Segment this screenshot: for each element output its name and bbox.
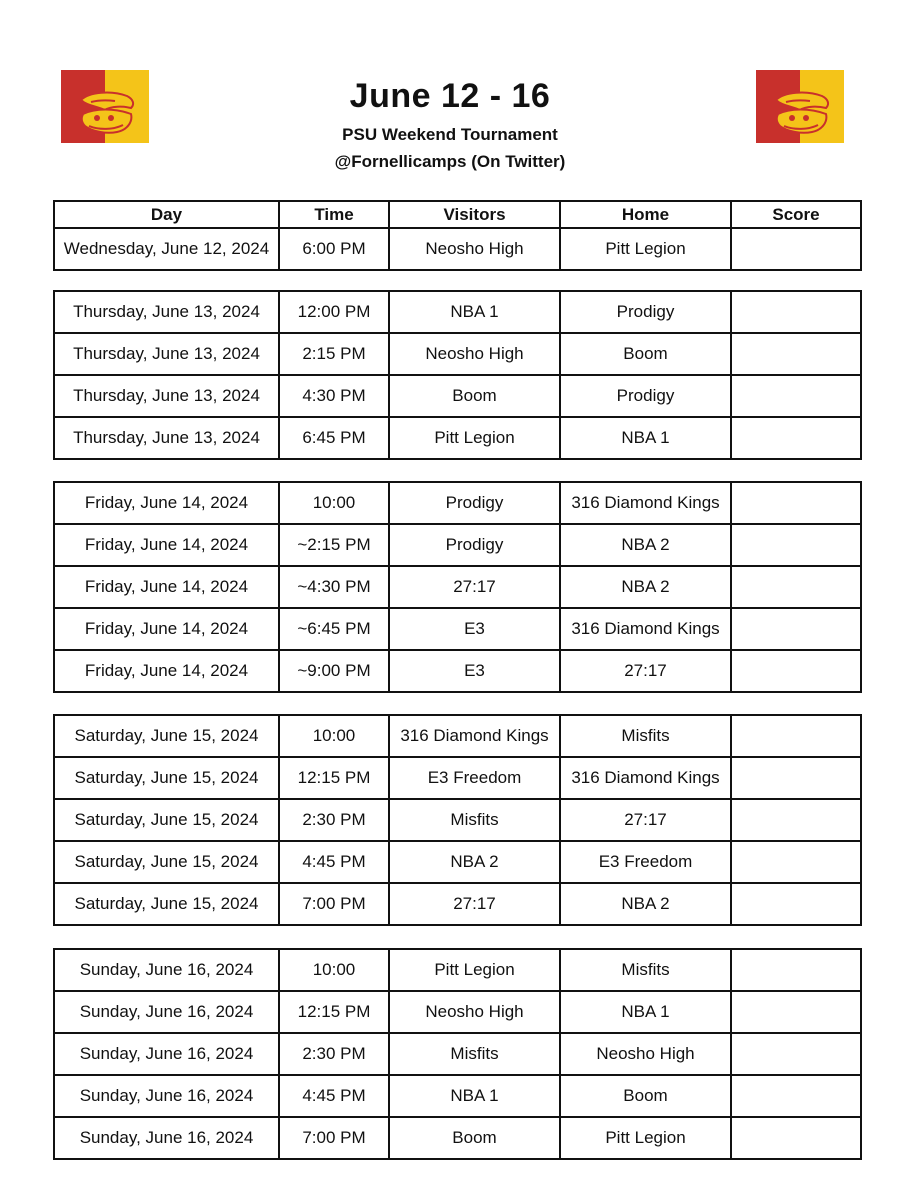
score-cell [731,375,861,417]
visitors-cell: NBA 1 [389,1075,560,1117]
day-cell: Sunday, June 16, 2024 [54,991,279,1033]
day-cell: Thursday, June 13, 2024 [54,375,279,417]
time-cell: 4:30 PM [279,375,389,417]
schedule-table-friday [53,481,862,693]
day-cell: Friday, June 14, 2024 [54,482,279,524]
score-cell [731,1117,861,1159]
time-cell: ~2:15 PM [279,524,389,566]
visitors-cell: NBA 2 [389,841,560,883]
time-cell: 12:15 PM [279,991,389,1033]
table-row [54,333,861,375]
tournament-name: PSU Weekend Tournament [342,125,558,144]
visitors-cell: E3 Freedom [389,757,560,799]
day-cell: Wednesday, June 12, 2024 [54,228,279,270]
score-cell [731,715,861,757]
table-row [54,566,861,608]
visitors-cell: Boom [389,1117,560,1159]
time-cell: 2:15 PM [279,333,389,375]
visitors-cell: Pitt Legion [389,949,560,991]
column-header-score: Score [731,201,861,228]
home-cell: Prodigy [560,291,731,333]
score-cell [731,883,861,925]
home-cell: Prodigy [560,375,731,417]
score-cell [731,228,861,270]
day-cell: Sunday, June 16, 2024 [54,949,279,991]
day-cell: Thursday, June 13, 2024 [54,291,279,333]
day-cell: Saturday, June 15, 2024 [54,757,279,799]
time-cell: 12:15 PM [279,757,389,799]
column-header-day: Day [54,201,279,228]
schedule-table-saturday [53,714,862,926]
column-header-home: Home [560,201,731,228]
time-cell: 4:45 PM [279,841,389,883]
schedule-table-thursday [53,290,862,460]
table-row [54,482,861,524]
day-cell: Saturday, June 15, 2024 [54,841,279,883]
visitors-cell: Misfits [389,799,560,841]
time-cell: 6:00 PM [279,228,389,270]
time-cell: 10:00 [279,482,389,524]
visitors-cell: NBA 1 [389,291,560,333]
table-row [54,417,861,459]
home-cell: NBA 2 [560,883,731,925]
table-row [54,1033,861,1075]
day-cell: Sunday, June 16, 2024 [54,1033,279,1075]
table-row [54,375,861,417]
schedule-table-sunday [53,948,862,1160]
visitors-cell: Neosho High [389,991,560,1033]
home-cell: 316 Diamond Kings [560,608,731,650]
score-cell [731,524,861,566]
schedule-table-wednesday [53,200,862,271]
day-cell: Saturday, June 15, 2024 [54,715,279,757]
home-cell: 316 Diamond Kings [560,757,731,799]
visitors-cell: Neosho High [389,333,560,375]
table-row [54,608,861,650]
day-cell: Friday, June 14, 2024 [54,608,279,650]
time-cell: 12:00 PM [279,291,389,333]
home-cell: Misfits [560,949,731,991]
day-cell: Sunday, June 16, 2024 [54,1117,279,1159]
day-cell: Saturday, June 15, 2024 [54,883,279,925]
score-cell [731,841,861,883]
day-cell: Friday, June 14, 2024 [54,650,279,692]
day-cell: Sunday, June 16, 2024 [54,1075,279,1117]
time-cell: 10:00 [279,715,389,757]
home-cell: NBA 2 [560,566,731,608]
visitors-cell: 316 Diamond Kings [389,715,560,757]
day-cell: Saturday, June 15, 2024 [54,799,279,841]
visitors-cell: 27:17 [389,566,560,608]
score-cell [731,417,861,459]
score-cell [731,799,861,841]
time-cell: 7:00 PM [279,1117,389,1159]
table-row [54,291,861,333]
table-row [54,799,861,841]
home-cell: 27:17 [560,799,731,841]
score-cell [731,608,861,650]
table-row [54,841,861,883]
time-cell: 2:30 PM [279,799,389,841]
home-cell: Neosho High [560,1033,731,1075]
column-header-time: Time [279,201,389,228]
score-cell [731,650,861,692]
visitors-cell: E3 [389,608,560,650]
score-cell [731,333,861,375]
table-row [54,1117,861,1159]
visitors-cell: Pitt Legion [389,417,560,459]
score-cell [731,566,861,608]
table-header-row [54,201,861,228]
visitors-cell: Neosho High [389,228,560,270]
home-cell: Boom [560,333,731,375]
table-row [54,650,861,692]
table-row [54,228,861,270]
score-cell [731,482,861,524]
home-cell: Pitt Legion [560,1117,731,1159]
visitors-cell: Prodigy [389,524,560,566]
visitors-cell: 27:17 [389,883,560,925]
day-cell: Thursday, June 13, 2024 [54,417,279,459]
home-cell: 27:17 [560,650,731,692]
home-cell: 316 Diamond Kings [560,482,731,524]
home-cell: Misfits [560,715,731,757]
home-cell: NBA 2 [560,524,731,566]
table-row [54,991,861,1033]
time-cell: 2:30 PM [279,1033,389,1075]
table-row [54,1075,861,1117]
time-cell: 4:45 PM [279,1075,389,1117]
time-cell: 7:00 PM [279,883,389,925]
day-cell: Thursday, June 13, 2024 [54,333,279,375]
time-cell: 6:45 PM [279,417,389,459]
column-header-visitors: Visitors [389,201,560,228]
table-row [54,524,861,566]
home-cell: NBA 1 [560,991,731,1033]
visitors-cell: Boom [389,375,560,417]
score-cell [731,757,861,799]
visitors-cell: E3 [389,650,560,692]
home-cell: NBA 1 [560,417,731,459]
time-cell: 10:00 [279,949,389,991]
table-row [54,949,861,991]
day-cell: Friday, June 14, 2024 [54,524,279,566]
visitors-cell: Misfits [389,1033,560,1075]
time-cell: ~6:45 PM [279,608,389,650]
score-cell [731,291,861,333]
home-cell: Boom [560,1075,731,1117]
score-cell [731,1075,861,1117]
table-row [54,883,861,925]
table-row [54,757,861,799]
table-row [54,715,861,757]
home-cell: E3 Freedom [560,841,731,883]
score-cell [731,1033,861,1075]
score-cell [731,991,861,1033]
day-cell: Friday, June 14, 2024 [54,566,279,608]
visitors-cell: Prodigy [389,482,560,524]
twitter-handle: @Fornellicamps (On Twitter) [334,152,566,171]
score-cell [731,949,861,991]
time-cell: ~9:00 PM [279,650,389,692]
time-cell: ~4:30 PM [279,566,389,608]
home-cell: Pitt Legion [560,228,731,270]
page-title: June 12 - 16 [349,77,551,115]
